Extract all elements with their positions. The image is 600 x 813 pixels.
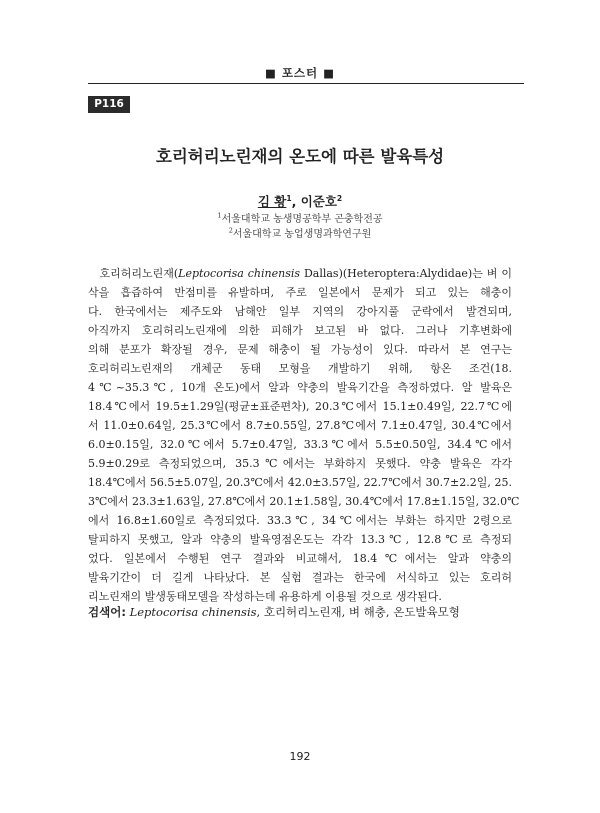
- abstract-body: [88, 264, 520, 606]
- abstract-line: 발육기간이 더 길게 나타났다. 본 실험 결과는 한국에 서식하고 있는 호리허: [88, 571, 512, 584]
- poster-code-badge: P116: [88, 96, 130, 113]
- abstract-line: 18.4℃에서 19.5±1.29일(평균±표준편차), 20.3℃에서 15.1±0.49일, 22.7℃에: [88, 400, 512, 413]
- section-header: ■ 포스터 ■: [264, 66, 336, 80]
- abstract-line: 다. 한국에서는 제주도와 남해안 일부 지역의 강아지풀 군락에서 발견되며,: [88, 305, 512, 318]
- author-list: [0, 192, 600, 210]
- abstract-line: 5.9±0.29로 측정되었으며, 35.3℃에서는 부화하지 못했다. 약충 발육은 각각: [88, 457, 512, 470]
- author-primary: 김 황: [257, 194, 287, 209]
- affiliation-2: [0, 225, 600, 240]
- affiliation-1: [0, 210, 600, 225]
- author-secondary: 이준호: [300, 194, 337, 209]
- header-rule: [88, 83, 524, 84]
- abstract-line: 호리허리노린재(Leptocorisa chinensis Dallas)(Heteroptera:Alydidae)는 벼 이: [88, 267, 512, 280]
- author-separator: ,: [291, 194, 297, 209]
- abstract-line: 3℃에서 23.3±1.63일, 27.8℃에서 20.1±1.58일, 30.4℃에서 17.8±1.15일, 32.0℃: [88, 495, 520, 508]
- paper-title: 호리허리노린재의 온도에 따른 발육특성: [155, 147, 445, 166]
- abstract-line: 아직까지 호리허리노린재에 의한 피해가 보고된 바 없다. 그러나 기후변화에: [88, 324, 512, 337]
- abstract-line: 4℃~35.3℃, 10개 온도)에서 알과 약충의 발육기간을 측정하였다. 알 발육은: [88, 381, 512, 394]
- affiliation-2-mark: 2: [228, 226, 233, 235]
- abstract-line: 리노린재의 발생동태모델을 작성하는데 유용하게 이용될 것으로 생각된다.: [88, 590, 442, 603]
- abstract-line: 호리허리노린재의 개체군 동태 모형을 개발하기 위해, 항온 조건(18.: [88, 362, 512, 375]
- abstract-line: 18.4℃에서 56.5±5.07일, 20.3℃에서 42.0±3.57일, 22.7℃에서 30.7±2.2일, 25.: [88, 476, 512, 489]
- abstract-line: 었다. 일본에서 수행된 연구 결과와 비교해서, 18.4℃에서는 알과 약충의: [88, 552, 512, 565]
- affiliation-1-mark: 1: [217, 211, 222, 220]
- abstract-line: 에서 16.8±1.60일로 측정되었다. 33.3℃, 34℃에서는 부화는 하지만 2령으로: [88, 514, 512, 527]
- keywords-text: Leptocorisa chinensis, 호리허리노린재, 벼 해충, 온도발육모형: [129, 605, 460, 619]
- abstract-line: 탈피하지 못했고, 알과 약충의 발육영점온도는 각각 13.3℃, 12.8℃로 측정되: [88, 533, 512, 546]
- keywords-label: 검색어:: [88, 605, 126, 619]
- author-primary-affil-mark: 1: [286, 193, 292, 203]
- keywords: [88, 603, 512, 622]
- abstract-line: 삭을 흡즙하여 반점미를 유발하며, 주로 일본에서 문제가 되고 있는 해충이: [88, 286, 512, 299]
- affiliation-2-text: 서울대학교 농업생명과학연구원: [232, 229, 372, 240]
- abstract-line: 서 11.0±0.64일, 25.3℃에서 8.7±0.55일, 27.8℃에서 7.1±0.47일, 30.4℃에서: [88, 419, 512, 432]
- author-secondary-affil-mark: 2: [336, 193, 343, 203]
- affiliation-1-text: 서울대학교 농생명공학부 곤충학전공: [221, 214, 383, 225]
- abstract-line: 의해 분포가 확장될 경우, 문제 해충이 될 가능성이 있다. 따라서 본 연구는: [88, 343, 512, 356]
- abstract-line: 6.0±0.15일, 32.0℃에서 5.7±0.47일, 33.3℃에서 5.5±0.50일, 34.4℃에서: [88, 438, 512, 451]
- page-number: 192: [289, 750, 311, 763]
